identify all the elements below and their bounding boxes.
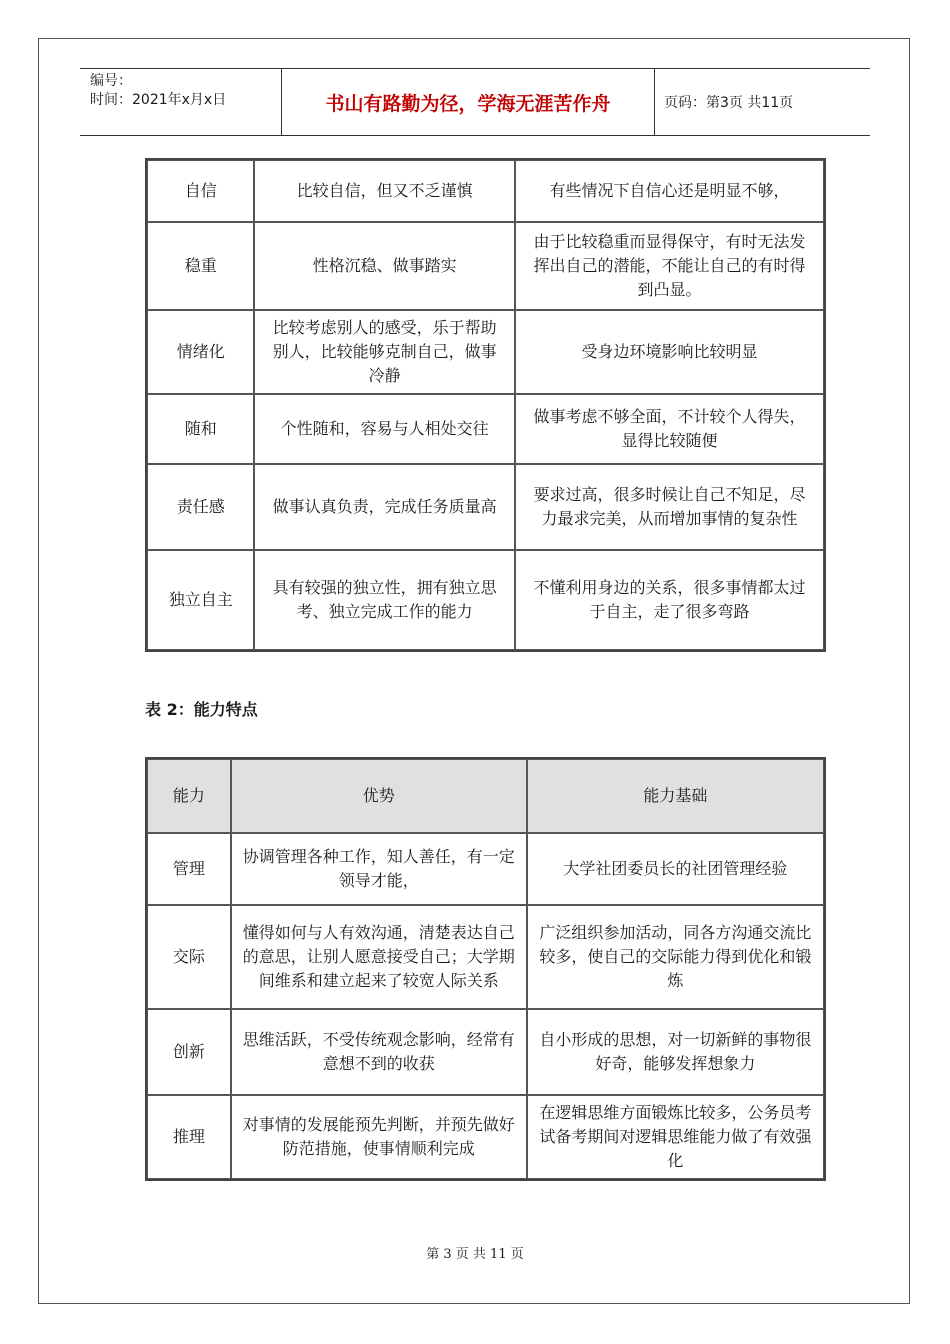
weakness-cell: 做事考虑不够全面，不计较个人得失，显得比较随便: [515, 394, 824, 464]
table-row: [147, 160, 824, 222]
advantage-cell: 思维活跃，不受传统观念影响，经常有意想不到的收获: [231, 1009, 527, 1095]
table-row: [147, 222, 824, 310]
weakness-cell: 不懂利用身边的关系，很多事情都太过于自主，走了很多弯路: [515, 550, 824, 650]
trait-cell: 稳重: [147, 222, 254, 310]
basis-cell: 广泛组织参加活动，同各方沟通交流比较多，使自己的交际能力得到优化和锻炼: [527, 905, 824, 1009]
header-meta: [80, 69, 282, 135]
basis-cell: 在逻辑思维方面锻炼比较多，公务员考试备考期间对逻辑思维能力做了有效强化: [527, 1095, 824, 1179]
weakness-cell: 要求过高，很多时候让自己不知足，尽力最求完美，从而增加事情的复杂性: [515, 464, 824, 550]
header-advantage: 优势: [231, 759, 527, 833]
table2-caption: 表 2：能力特点: [145, 700, 258, 719]
header-page-info: 页码：第3页 共11页: [664, 95, 794, 111]
advantage-cell: 懂得如何与人有效沟通，清楚表达自己的意思，让别人愿意接受自己；大学期间维系和建立起来了较宽人际关系: [231, 905, 527, 1009]
strength-cell: 比较考虑别人的感受，乐于帮助别人，比较能够克制自己，做事冷静: [254, 310, 514, 394]
strength-cell: 性格沉稳、做事踏实: [254, 222, 514, 310]
ability-cell: 交际: [147, 905, 231, 1009]
header-motto: 书山有路勤为径，学海无涯苦作舟: [282, 69, 655, 135]
table-row: [147, 905, 824, 1009]
header-ability: 能力: [147, 759, 231, 833]
strength-cell: 做事认真负责，完成任务质量高: [254, 464, 514, 550]
strength-cell: 具有较强的独立性，拥有独立思考、独立完成工作的能力: [254, 550, 514, 650]
trait-cell: 情绪化: [147, 310, 254, 394]
ability-cell: 管理: [147, 833, 231, 905]
header-basis: 能力基础: [527, 759, 824, 833]
advantage-cell: 对事情的发展能预先判断，并预先做好防范措施，使事情顺利完成: [231, 1095, 527, 1179]
basis-cell: 大学社团委员长的社团管理经验: [527, 833, 824, 905]
number-label: 编号：: [90, 73, 132, 89]
table-row: [147, 310, 824, 394]
trait-cell: 自信: [147, 160, 254, 222]
ability-cell: 创新: [147, 1009, 231, 1095]
personality-table: [145, 158, 826, 652]
advantage-cell: 协调管理各种工作，知人善任，有一定领导才能，: [231, 833, 527, 905]
page-header: [80, 68, 870, 136]
table-row: [147, 550, 824, 650]
page-footer: 第 3 页 共 11 页: [426, 1247, 524, 1262]
table-row: [147, 464, 824, 550]
ability-table: [145, 757, 826, 1181]
ability-cell: 推理: [147, 1095, 231, 1179]
trait-cell: 责任感: [147, 464, 254, 550]
trait-cell: 随和: [147, 394, 254, 464]
time-label: 时间：2021年x月x日: [90, 92, 227, 108]
strength-cell: 个性随和，容易与人相处交往: [254, 394, 514, 464]
weakness-cell: 有些情况下自信心还是明显不够，: [515, 160, 824, 222]
table-header-row: [147, 759, 824, 833]
basis-cell: 自小形成的思想，对一切新鲜的事物很好奇，能够发挥想象力: [527, 1009, 824, 1095]
table-row: [147, 394, 824, 464]
strength-cell: 比较自信，但又不乏谨慎: [254, 160, 514, 222]
table-row: [147, 1009, 824, 1095]
table-row: [147, 1095, 824, 1179]
table-row: [147, 833, 824, 905]
trait-cell: 独立自主: [147, 550, 254, 650]
weakness-cell: 由于比较稳重而显得保守，有时无法发挥出自己的潜能，不能让自己的有时得到凸显。: [515, 222, 824, 310]
weakness-cell: 受身边环境影响比较明显: [515, 310, 824, 394]
